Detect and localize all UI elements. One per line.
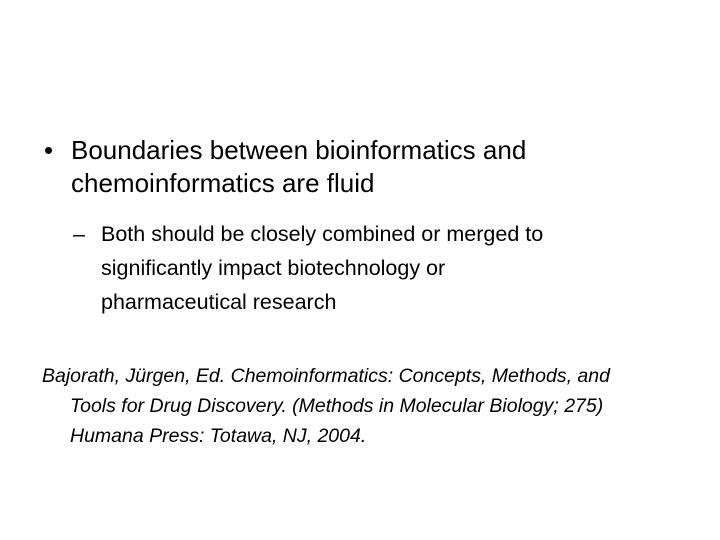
sub-bullet-text-line: Both should be closely combined or merged to <box>101 222 544 246</box>
sub-bullet-text-line: pharmaceutical research <box>101 290 337 314</box>
bullet-level-2 <box>73 217 663 319</box>
sub-bullet-text <box>101 217 663 319</box>
bullet-text <box>71 134 664 200</box>
bullet-marker: • <box>44 135 54 165</box>
bullet-level-1 <box>44 134 664 200</box>
citation-line: Tools for Drug Discovery. (Methods in Molecular Biology; 275) <box>70 395 604 417</box>
sub-bullet-marker: – <box>73 222 85 246</box>
citation-line: Humana Press: Totawa, NJ, 2004. <box>70 425 367 447</box>
citation <box>42 361 702 451</box>
bullet-text-line: Boundaries between bioinformatics and <box>71 135 527 165</box>
citation-line: Bajorath, Jürgen, Ed. Chemoinformatics: Concepts, Methods, and <box>42 365 610 387</box>
bullet-text-line: chemoinformatics are fluid <box>71 168 375 198</box>
sub-bullet-text-line: significantly impact biotechnology or <box>101 256 446 280</box>
